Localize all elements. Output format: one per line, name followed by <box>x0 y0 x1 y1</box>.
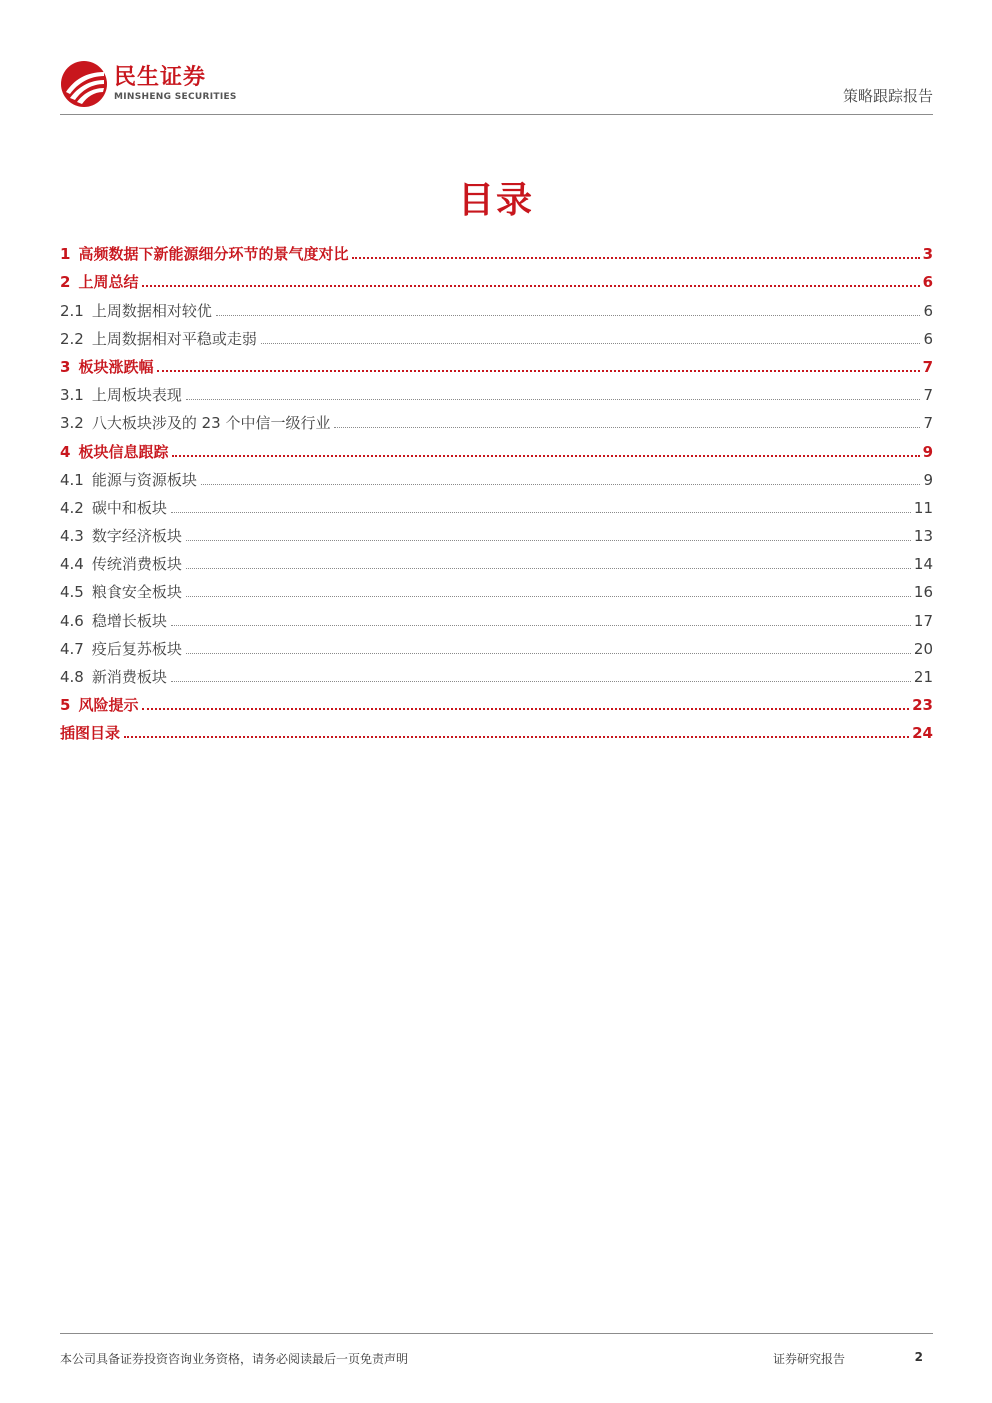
toc-entry-number: 5 <box>60 696 71 715</box>
toc-entry-number: 3.1 <box>60 386 84 405</box>
toc-entry-page: 6 <box>923 329 933 348</box>
toc-dot-leader <box>171 511 911 513</box>
toc-entry[interactable] <box>60 292 933 320</box>
toc-entry-number: 4.7 <box>60 639 84 658</box>
toc-entry-number: 4.6 <box>60 611 84 630</box>
toc-entry-number: 3 <box>60 357 71 376</box>
toc-dot-leader <box>186 539 911 541</box>
footer-report-type: 证券研究报告 <box>773 1352 846 1366</box>
toc-entry-number: 4.3 <box>60 527 84 546</box>
toc-entry-page: 11 <box>913 498 933 517</box>
toc-dot-leader <box>157 369 919 372</box>
toc-entry-page: 14 <box>913 555 933 574</box>
toc-entry[interactable] <box>60 490 933 518</box>
toc-entry-page: 7 <box>923 414 933 433</box>
toc-entry-page: 17 <box>913 611 933 630</box>
toc-entry-number: 2 <box>60 273 71 292</box>
toc-dot-leader <box>142 707 909 710</box>
toc-entry[interactable] <box>60 715 933 743</box>
toc-dot-leader <box>172 454 919 457</box>
toc-dot-leader <box>352 256 919 259</box>
logo-english-name: MINSHENG SECURITIES <box>114 92 237 102</box>
toc-entry-label: 插图目录 <box>60 724 121 743</box>
toc-entry-label: 八大板块涉及的 23 个中信一级行业 <box>91 414 331 433</box>
toc-entry-number: 1 <box>60 245 71 264</box>
toc-entry-page: 6 <box>922 273 933 292</box>
toc-entry-page: 9 <box>923 470 933 489</box>
toc-entry-page: 21 <box>913 668 933 686</box>
toc-entry[interactable] <box>60 574 933 602</box>
page-number: 2 <box>914 1350 923 1364</box>
toc-entry[interactable] <box>60 659 933 687</box>
toc-entry-number: 4.2 <box>60 498 84 517</box>
toc-dot-leader <box>186 567 911 569</box>
toc-entry-page: 23 <box>912 696 933 715</box>
toc-entry-label: 数字经济板块 <box>91 527 182 546</box>
toc-entry-number: 2.1 <box>60 301 84 320</box>
toc-dot-leader <box>142 284 919 287</box>
toc-entry[interactable] <box>60 687 933 715</box>
toc-dot-leader <box>216 314 921 316</box>
logo-text <box>114 65 237 103</box>
toc-entry-number: 3.2 <box>60 414 84 433</box>
toc-dot-leader <box>261 342 921 344</box>
toc-dot-leader <box>171 680 911 682</box>
toc-entry[interactable] <box>60 321 933 349</box>
toc-entry-label: 上周总结 <box>78 273 139 292</box>
toc-entry-number: 2.2 <box>60 329 84 348</box>
toc-dot-leader <box>201 483 921 485</box>
toc-entry[interactable] <box>60 546 933 574</box>
toc-entry[interactable] <box>60 377 933 405</box>
toc-entry[interactable] <box>60 264 933 292</box>
report-type: 策略跟踪报告 <box>842 87 933 105</box>
table-of-contents <box>60 236 933 743</box>
toc-entry-label: 高频数据下新能源细分环节的景气度对比 <box>78 245 349 264</box>
toc-entry-page: 7 <box>922 357 933 376</box>
toc-entry[interactable] <box>60 462 933 490</box>
toc-entry[interactable] <box>60 349 933 377</box>
logo-chinese-name: 民生证券 <box>114 65 207 90</box>
toc-dot-leader <box>186 652 911 654</box>
toc-entry-page: 24 <box>912 724 933 743</box>
toc-entry-label: 新消费板块 <box>91 668 167 686</box>
toc-dot-leader <box>186 398 921 400</box>
toc-dot-leader <box>171 624 911 626</box>
footer-disclaimer: 本公司具备证券投资咨询业务资格，请务必阅读最后一页免责声明 <box>60 1352 409 1366</box>
toc-entry-number: 4 <box>60 442 71 461</box>
toc-entry[interactable] <box>60 405 933 433</box>
toc-entry-label: 疫后复苏板块 <box>91 639 182 658</box>
toc-entry-label: 上周数据相对平稳或走弱 <box>91 329 257 348</box>
page-header <box>60 56 933 115</box>
toc-entry-label: 风险提示 <box>78 696 139 715</box>
minsheng-logo <box>60 60 237 108</box>
toc-entry-label: 上周板块表现 <box>91 386 182 405</box>
toc-entry[interactable] <box>60 631 933 659</box>
toc-entry-label: 能源与资源板块 <box>91 470 197 489</box>
toc-entry-label: 稳增长板块 <box>91 611 167 630</box>
toc-entry-number: 4.4 <box>60 555 84 574</box>
toc-entry-label: 粮食安全板块 <box>91 583 182 602</box>
toc-entry[interactable] <box>60 236 933 264</box>
toc-entry-page: 13 <box>913 527 933 546</box>
toc-entry-page: 9 <box>922 442 933 461</box>
toc-entry-label: 板块涨跌幅 <box>78 357 154 376</box>
toc-entry-page: 7 <box>923 386 933 405</box>
toc-entry-label: 碳中和板块 <box>91 498 167 517</box>
toc-entry-label: 板块信息跟踪 <box>78 442 169 461</box>
toc-entry[interactable] <box>60 433 933 461</box>
toc-entry-number: 4.1 <box>60 470 84 489</box>
toc-dot-leader <box>186 595 911 597</box>
toc-entry-page: 16 <box>913 583 933 602</box>
toc-entry-page: 20 <box>913 639 933 658</box>
page-footer <box>60 1333 933 1374</box>
toc-entry-page: 3 <box>922 245 933 264</box>
toc-entry-label: 传统消费板块 <box>91 555 182 574</box>
toc-entry[interactable] <box>60 602 933 630</box>
toc-entry-number: 4.5 <box>60 583 84 602</box>
toc-entry-label: 上周数据相对较优 <box>91 301 212 320</box>
toc-entry-number: 4.8 <box>60 668 84 686</box>
toc-dot-leader <box>334 426 920 428</box>
minsheng-logo-icon <box>60 60 108 108</box>
toc-entry[interactable] <box>60 518 933 546</box>
toc-entry-page: 6 <box>923 301 933 320</box>
toc-dot-leader <box>124 735 909 738</box>
toc-title: 目录 <box>457 180 534 221</box>
